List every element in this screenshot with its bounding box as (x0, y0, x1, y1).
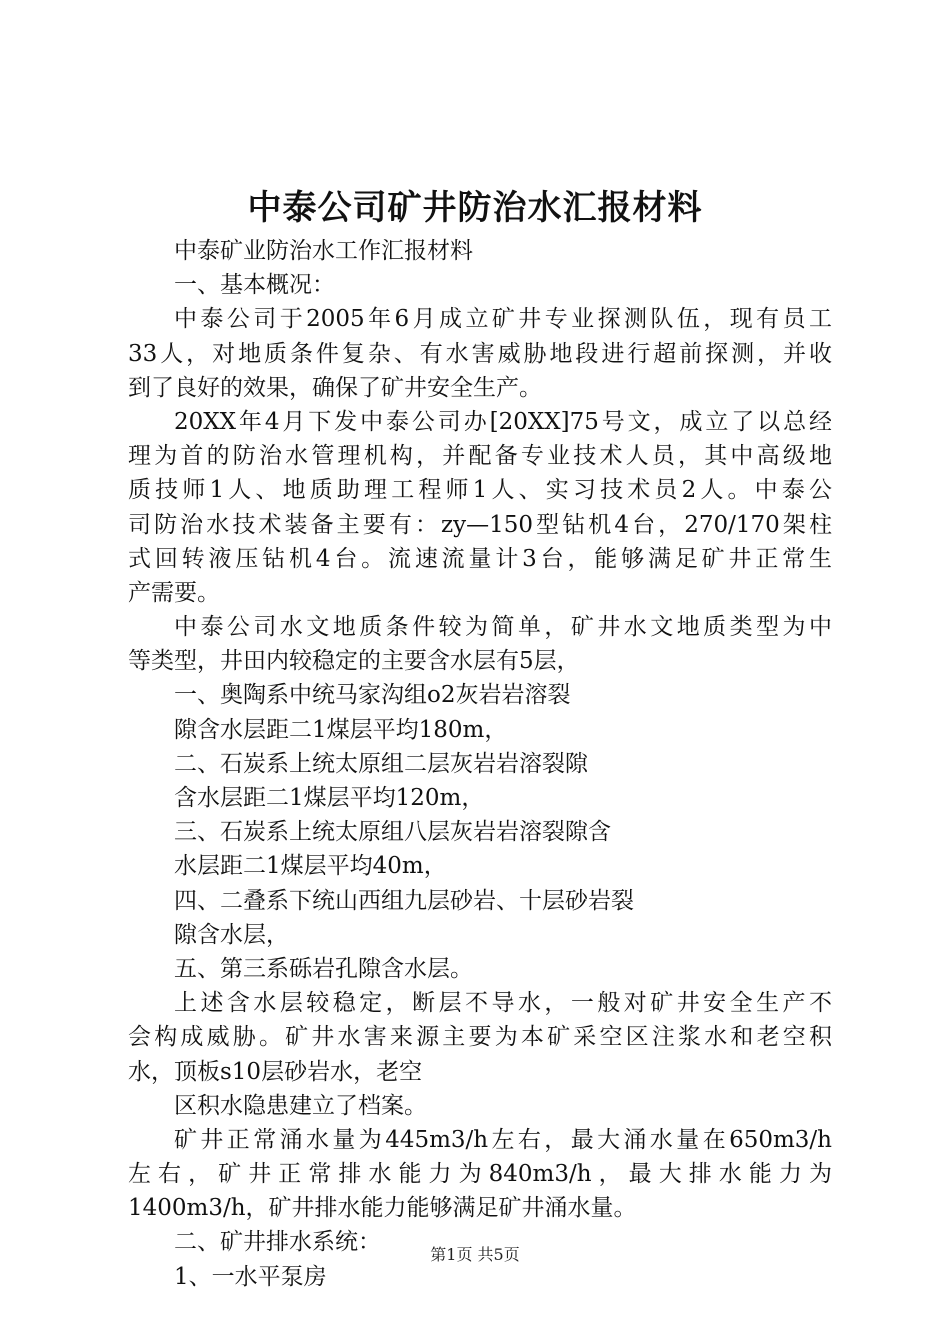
text-line: 一、基本概况： (174, 272, 335, 299)
text-line: 区积水隐患建立了档案。 (174, 1092, 427, 1119)
text-line: 中泰矿业防治水工作汇报材料 (174, 238, 473, 264)
text-line: 等类型，井田内较稳定的主要含水层有5层， (128, 648, 580, 675)
text-line: 产需要。 (128, 579, 220, 606)
text-line: 隙含水层距二1煤层平均180m， (174, 716, 508, 743)
text-line: 会构成威胁。矿井水害来源主要为本矿采空区注浆水和老空积 (128, 1024, 832, 1051)
text-line: 二、矿井排水系统： (174, 1229, 381, 1256)
text-line: 二、石炭系上统太原组二层灰岩岩溶裂隙 (174, 750, 588, 777)
text-line: 1400m3/h，矿井排水能力能够满足矿井涌水量。 (128, 1195, 637, 1222)
text-line: 隙含水层， (174, 921, 289, 948)
text-line: 中泰公司水文地质条件较为简单，矿井水文地质类型为中 (174, 614, 832, 641)
page-footer: 第1页 共5页 (430, 1245, 520, 1264)
text-line: 三、石炭系上统太原组八层灰岩岩溶裂隙含 (174, 819, 611, 846)
text-line: 理为首的防治水管理机构，并配备专业技术人员，其中高级地 (128, 443, 832, 470)
text-line: 20XX年4月下发中泰公司办[20XX]75号文，成立了以总经 (174, 408, 832, 435)
text-line: 上述含水层较稳定，断层不导水，一般对矿井安全生产不 (174, 990, 832, 1017)
text-line: 五、第三系砾岩孔隙含水层。 (174, 955, 473, 982)
text-line: 一、奥陶系中统马家沟组o2灰岩岩溶裂 (174, 682, 571, 709)
text-line: 33人，对地质条件复杂、有水害威胁地段进行超前探测，并收 (128, 340, 832, 367)
text-line: 矿井正常涌水量为445m3/h左右，最大涌水量在650m3/h (174, 1126, 832, 1153)
document-body (128, 234, 832, 1294)
text-line: 四、二叠系下统山西组九层砂岩、十层砂岩裂 (174, 887, 634, 914)
text-line: 中泰公司于2005年6月成立矿井专业探测队伍，现有员工 (174, 306, 832, 333)
text-line: 水，顶板s10层砂岩水，老空 (128, 1058, 423, 1085)
text-line: 1、一水平泵房 (174, 1263, 327, 1290)
text-line: 含水层距二1煤层平均120m， (174, 785, 485, 811)
document-title: 中泰公司矿井防治水汇报材料 (247, 188, 703, 228)
text-line: 式回转液压钻机4台。流速流量计3台，能够满足矿井正常生 (128, 545, 832, 572)
text-line: 水层距二1煤层平均40m， (174, 853, 447, 880)
text-line: 司防治水技术装备主要有：zy—150型钻机4台，270/170架柱 (128, 511, 832, 538)
text-line: 到了良好的效果，确保了矿井安全生产。 (128, 374, 542, 401)
text-line: 左右，矿井正常排水能力为840m3/h，最大排水能力为 (128, 1161, 832, 1188)
text-line: 质技师1人、地质助理工程师1人、实习技术员2人。中泰公 (128, 477, 832, 504)
